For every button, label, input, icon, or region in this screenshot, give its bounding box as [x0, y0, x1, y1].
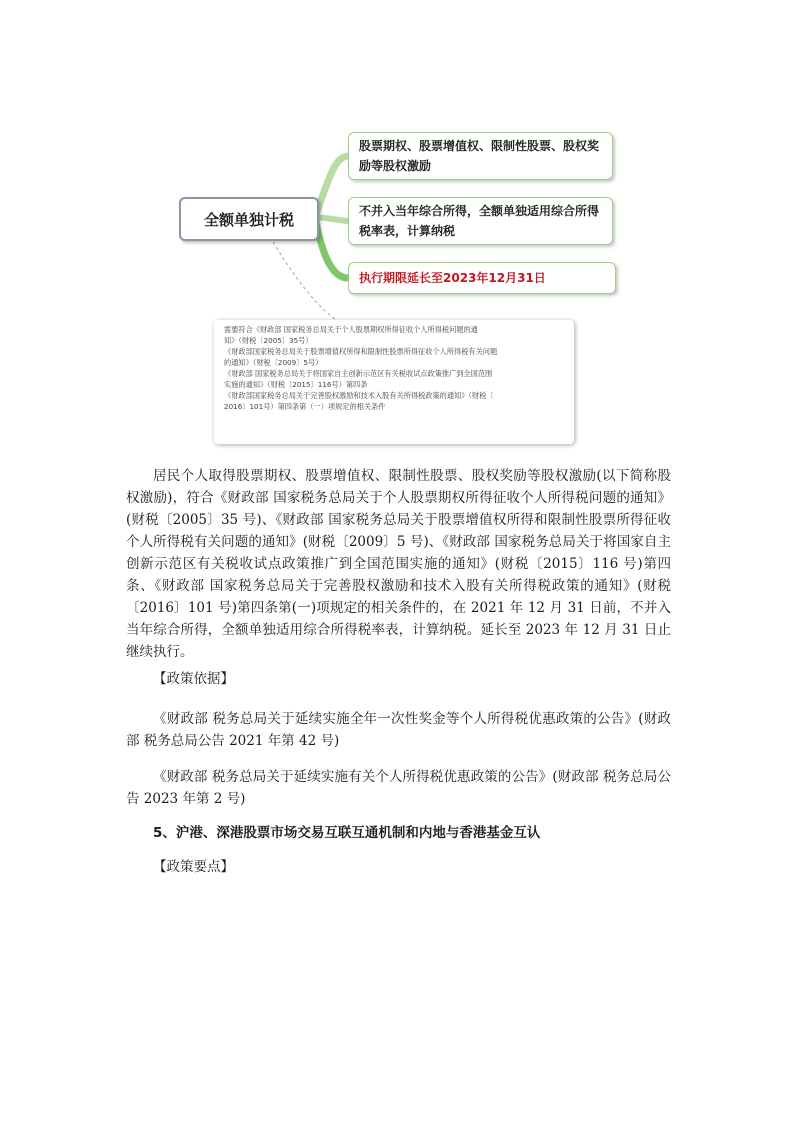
note-line: 的通知》（财税〔2009〕5号） [224, 358, 323, 367]
note-line: 知》（财税〔2005〕35号） [224, 336, 313, 345]
policy-basis-item-1: 《财政部 税务总局关于延续实施全年一次性奖金等个人所得税优惠政策的公告》(财政部 税务总局公告 2021 年第 42 号) [126, 711, 671, 749]
note-line: 《财政部 国家税务总局关于将国家自主创新示范区有关税收试点政策推广到全国范围 [224, 369, 493, 378]
policy-points-label: 【政策要点】 [153, 859, 234, 875]
connector-branch-1 [315, 156, 348, 217]
mindmap-note [214, 320, 574, 444]
policy-basis-label: 【政策依据】 [153, 671, 234, 687]
note-line: 2016〕101号）第四条第（一）项规定的相关条件 [224, 402, 386, 411]
mindmap-branch-separate-tax: 不并入当年综合所得，全额单独适用综合所得税率表，计算纳税 [348, 197, 613, 245]
section-5-title: 5、沪港、深港股票市场交易互联互通机制和内地与香港基金互认 [153, 825, 541, 841]
mindmap-root-node: 全额单独计税 [179, 197, 319, 241]
body-paragraph-equity-incentive: 居民个人取得股票期权、股票增值权、限制性股票、股权奖励等股权激励(以下简称股权激励)，符合《财政部 国家税务总局关于个人股票期权所得征收个人所得税问题的通知》(财税〔2005〕35 号)、《财政部 国家税务总局关于股票增值权所得和限制性股票所得征收个人所得税有关问题的通知》(财税〔2009〕5 号)、《财政部 国家税务总局关于将国家自主创新示范区有关税收试点政策推广到全国范围实施的通知》(财税〔2015〕116 号)第四条、《财政部 国家税务总局关于完善股权激励和技术入股有关所得税政策的通知》(财税〔2016〕101 号)第四条第(一)项规定的相关条件的，在 2021 年 12 月 31 日前，不并入当年综合所得，全额单独适用综合所得税率表，计算纳税。延长至 2023 年 12 月 31 日止继续执行。 [126, 468, 671, 660]
note-line: 实施的通知》（财税〔2015〕116号）第四条 [224, 380, 368, 389]
note-line: 《财政部国家税务总局关于股票增值权所得和限制性股票所得征收个人所得税有关问题 [224, 347, 498, 356]
note-line: 需要符合《财政部 国家税务总局关于个人股票期权所得征收个人所得税问题的通 [224, 325, 478, 334]
connector-branch-3 [315, 217, 348, 278]
connector-branch-2 [315, 217, 348, 221]
mindmap-branch-equity-incentive: 股票期权、股票增值权、限制性股票、股权奖励等股权激励 [348, 132, 613, 180]
mindmap-branch-deadline: 执行期限延长至2023年12月31日 [348, 262, 616, 294]
note-line: 《财政部国家税务总局关于完善股权激励和技术入股有关所得税政策的通知》（财税〔 [224, 391, 494, 400]
policy-basis-item-2: 《财政部 税务总局关于延续实施有关个人所得税优惠政策的公告》(财政部 税务总局公告 2023 年第 2 号) [126, 769, 671, 807]
mindmap [0, 0, 793, 460]
